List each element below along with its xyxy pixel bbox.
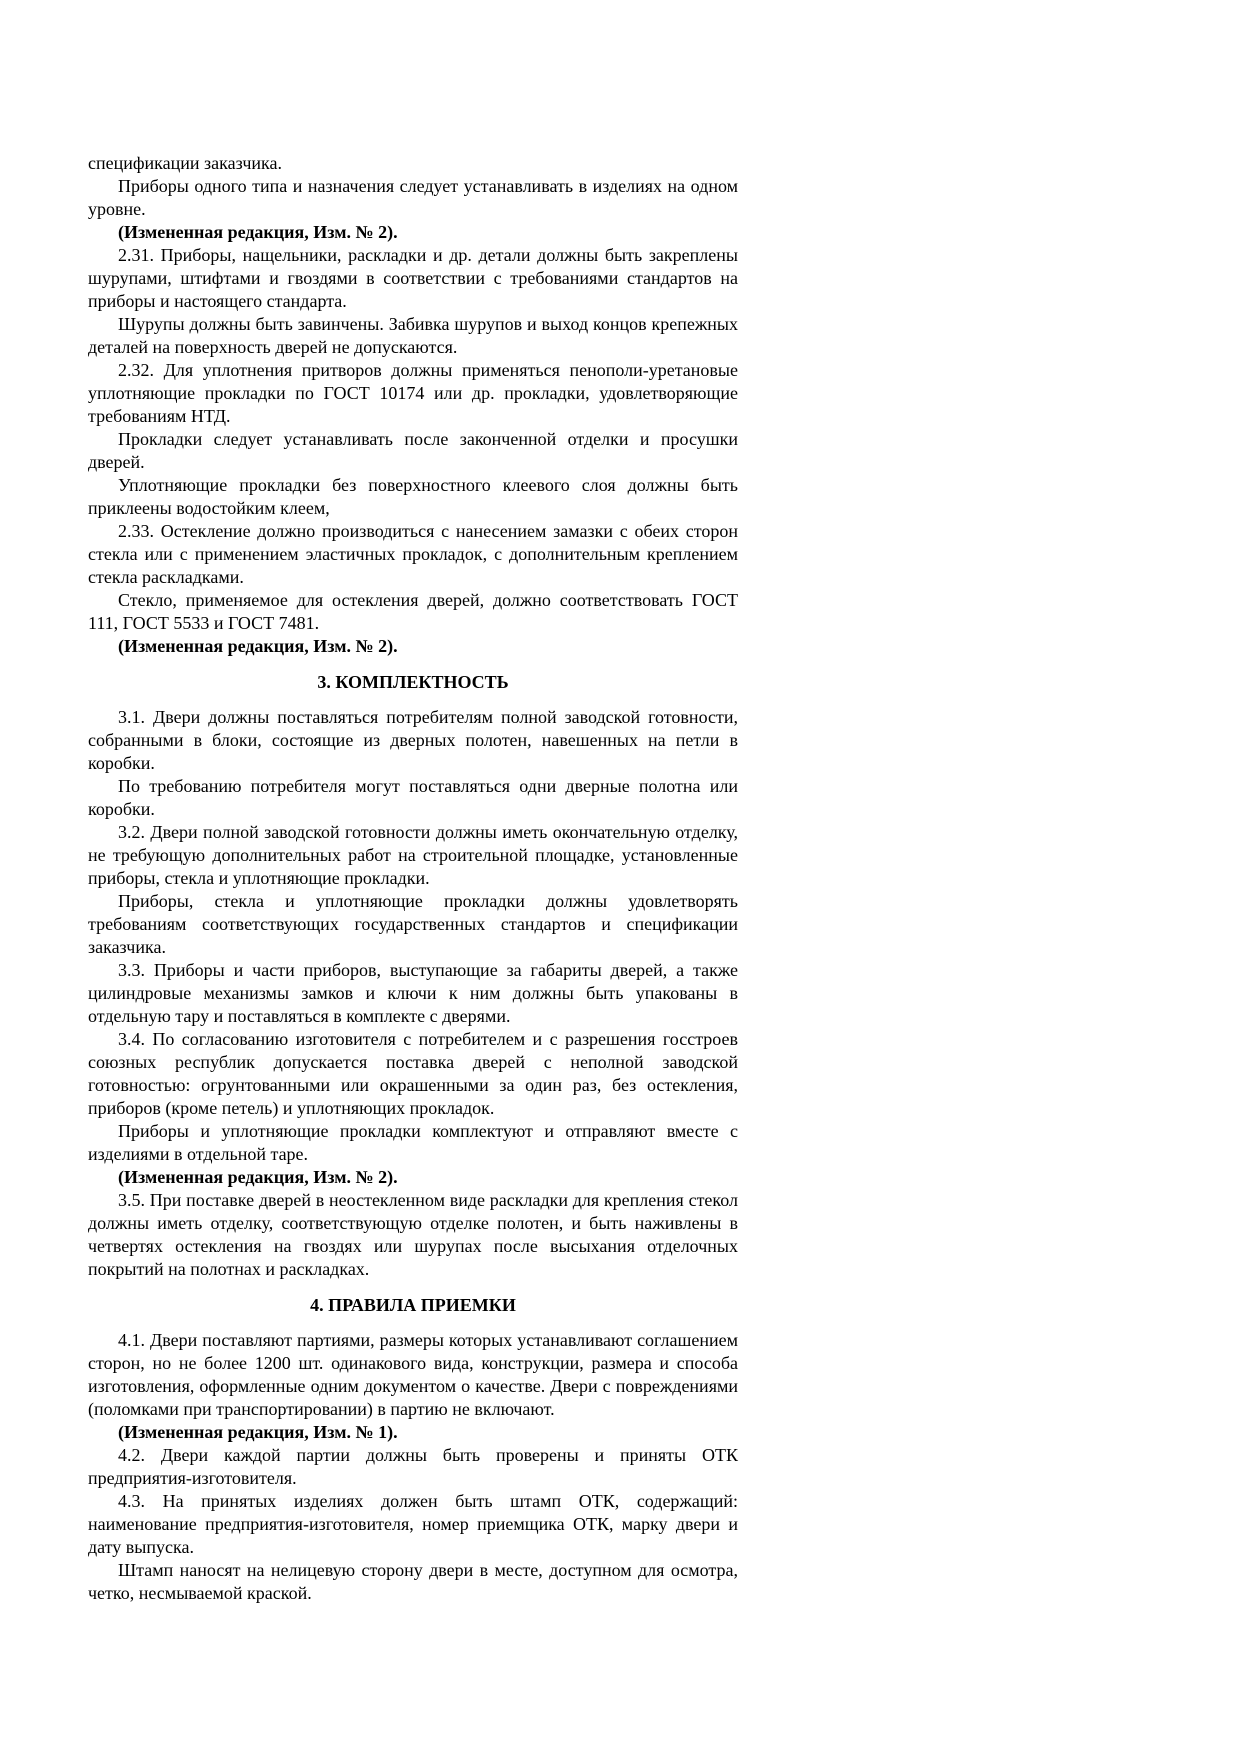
- paragraph-devices-ship: Приборы и уплотняющие прокладки комплектуют и отправляют вместе с изделиями в отдельной таре.: [88, 1121, 738, 1164]
- section-heading-3: 3. КОМПЛЕКТНОСТЬ: [317, 672, 509, 692]
- paragraph-4-2: 4.2. Двери каждой партии должны быть проверены и приняты ОТК предприятия-изготовителя.: [88, 1445, 738, 1488]
- paragraph-2-32: 2.32. Для уплотнения притворов должны применяться пенополи-уретановые уплотняющие прокладки по ГОСТ 10174 или др. прокладки, удовлетворяющие требованиям НТД.: [88, 360, 738, 426]
- amendment-note: (Измененная редакция, Изм. № 2).: [118, 636, 398, 656]
- paragraph-3-3: 3.3. Приборы и части приборов, выступающие за габариты дверей, а также цилиндровые механизмы замков и ключи к ним должны быть упакованы в отдельную тару и поставляться в комплекте с дверями.: [88, 960, 738, 1026]
- paragraph-3-4: 3.4. По согласованию изготовителя с потребителем и с разрешения госстроев союзных республик допускается поставка дверей с неполной заводской готовностью: огрунтованными или окрашенными за один раз, без остекления, приборов (кроме петель) и уплотняющих прокладок.: [88, 1029, 738, 1118]
- paragraph-gaskets-install: Прокладки следует устанавливать после законченной отделки и просушки дверей.: [88, 429, 738, 472]
- paragraph-2-33: 2.33. Остекление должно производиться с нанесением замазки с обеих сторон стекла или с применением эластичных прокладок, с дополнительным креплением стекла раскладками.: [88, 521, 738, 587]
- paragraph-devices-level: Приборы одного типа и назначения следует устанавливать в изделиях на одном уровне.: [88, 176, 738, 219]
- paragraph-4-1: 4.1. Двери поставляют партиями, размеры которых устанавливают соглашением сторон, но не более 1200 шт. одинакового вида, конструкции, размера и способа изготовления, оформленные одним документом о качестве. Двери с повреждениями (поломками при транспортировании) в партию не включают.: [88, 1330, 738, 1419]
- paragraph-gaskets-glue: Уплотняющие прокладки без поверхностного клеевого слоя должны быть приклеены водостойким клеем,: [88, 475, 738, 518]
- paragraph-spec-end: спецификации заказчика.: [88, 153, 282, 173]
- amendment-note: (Измененная редакция, Изм. № 1).: [118, 1422, 398, 1442]
- paragraph-3-1: 3.1. Двери должны поставляться потребителям полной заводской готовности, собранными в блоки, состоящие из дверных полотен, навешенных на петли в коробки.: [88, 707, 738, 773]
- document-page: [88, 152, 738, 1605]
- amendment-note: (Измененная редакция, Изм. № 2).: [118, 222, 398, 242]
- paragraph-consumer-request: По требованию потребителя могут поставляться одни дверные полотна или коробки.: [88, 776, 738, 819]
- paragraph-screws: Шурупы должны быть завинчены. Забивка шурупов и выход концов крепежных деталей на поверхность дверей не допускаются.: [88, 314, 738, 357]
- paragraph-glass: Стекло, применяемое для остекления дверей, должно соответствовать ГОСТ 111, ГОСТ 5533 и ГОСТ 7481.: [88, 590, 738, 633]
- paragraph-3-5: 3.5. При поставке дверей в неостекленном виде раскладки для крепления стекол должны иметь отделку, соответствующую отделке полотен, и быть наживлены в четвертях остекления на гвоздях или шурупах после высыхания отделочных покрытий на полотнах и раскладках.: [88, 1190, 738, 1279]
- section-heading-4: 4. ПРАВИЛА ПРИЕМКИ: [310, 1295, 516, 1315]
- paragraph-stamp: Штамп наносят на нелицевую сторону двери в месте, доступном для осмотра, четко, несмываемой краской.: [88, 1560, 738, 1603]
- paragraph-3-2: 3.2. Двери полной заводской готовности должны иметь окончательную отделку, не требующую дополнительных работ на строительной площадке, установленные приборы, стекла и уплотняющие прокладки.: [88, 822, 738, 888]
- paragraph-devices-standards: Приборы, стекла и уплотняющие прокладки должны удовлетворять требованиям соответствующих государственных стандартов и спецификации заказчика.: [88, 891, 738, 957]
- paragraph-2-31: 2.31. Приборы, нащельники, раскладки и др. детали должны быть закреплены шурупами, штифтами и гвоздями в соответствии с требованиями стандартов на приборы и настоящего стандарта.: [88, 245, 738, 311]
- amendment-note: (Измененная редакция, Изм. № 2).: [118, 1167, 398, 1187]
- paragraph-4-3: 4.3. На принятых изделиях должен быть штамп ОТК, содержащий: наименование предприятия-изготовителя, номер приемщика ОТК, марку двери и дату выпуска.: [88, 1491, 738, 1557]
